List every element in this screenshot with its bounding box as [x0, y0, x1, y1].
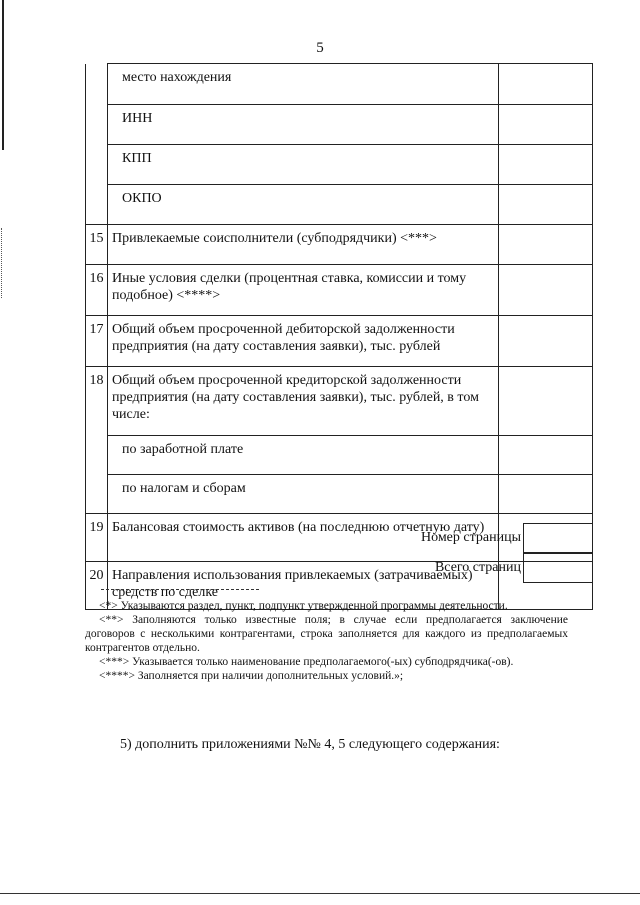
table-row: [86, 64, 593, 105]
row-number: 18: [86, 367, 108, 514]
table-row: [86, 367, 593, 436]
page-count-box: [360, 523, 593, 583]
row-description: ОКПО: [108, 185, 499, 225]
footnotes: [85, 599, 568, 683]
page-number-row: [360, 523, 593, 553]
footnote-separator: [101, 589, 259, 590]
value-cell[interactable]: [499, 436, 593, 475]
row-number: 15: [86, 225, 108, 265]
amendment-text: 5) дополнить приложениями №№ 4, 5 следующего содержания:: [120, 737, 500, 752]
binding-margin-line: [2, 0, 4, 150]
row-number: 20: [86, 562, 108, 610]
value-cell[interactable]: [499, 316, 593, 367]
value-cell[interactable]: [499, 475, 593, 514]
total-pages-field[interactable]: [523, 553, 593, 583]
table-row: [86, 265, 593, 316]
row-description: КПП: [108, 145, 499, 185]
value-cell[interactable]: [499, 145, 593, 185]
value-cell[interactable]: [499, 185, 593, 225]
value-cell[interactable]: [499, 64, 593, 105]
binding-margin-dots: [1, 228, 2, 298]
footnote: <***> Указывается только наименование предполагаемого(-ых) субподрядчика(-ов).: [99, 656, 514, 668]
value-cell[interactable]: [499, 265, 593, 316]
row-description: по налогам и сборам: [108, 475, 499, 514]
page-bottom-line: [0, 893, 640, 894]
row-description: ИНН: [108, 105, 499, 145]
table-row: [86, 185, 593, 225]
row-description: Иные условия сделки (процентная ставка, комиссии и тому подобное) <****>: [108, 265, 499, 316]
row-number: 17: [86, 316, 108, 367]
page-number-field[interactable]: [523, 523, 593, 553]
footnote: <****> Заполняется при наличии дополнительных условий.»;: [99, 670, 404, 682]
table-row: [86, 436, 593, 475]
footnote: <**> Заполняются только известные поля; в случае если предполагается заключение договоров с несколькими контрагентами, строка заполняется для каждого из предполагаемых контрагентов отдельно.: [85, 614, 568, 654]
value-cell[interactable]: [499, 367, 593, 436]
table-row: [86, 225, 593, 265]
row-description: Направления использования привлекаемых (затрачиваемых) средств по сделке: [108, 562, 499, 610]
row-description: Общий объем просроченной кредиторской задолженности предприятия (на дату составления заявки), тыс. рублей, в том числе:: [108, 367, 499, 436]
row-number: 16: [86, 265, 108, 316]
row-description: Балансовая стоимость активов (на последнюю отчетную дату): [108, 514, 499, 562]
row-number: 19: [86, 514, 108, 562]
row-description: место нахождения: [108, 64, 499, 105]
page-number-label: Номер страницы: [420, 530, 521, 545]
page-number: 5: [316, 40, 324, 56]
table-row: [86, 316, 593, 367]
total-pages-label: Всего страниц: [434, 560, 521, 575]
row-number: [86, 64, 108, 225]
total-pages-row: [360, 553, 593, 583]
row-description: Общий объем просроченной дебиторской задолженности предприятия (на дату составления заявки), тыс. рублей: [108, 316, 499, 367]
footnote: <*> Указываются раздел, пункт, подпункт утвержденной программы деятельности.: [99, 600, 508, 612]
table-row: [86, 475, 593, 514]
table-row: [86, 145, 593, 185]
row-description: по заработной плате: [108, 436, 499, 475]
value-cell[interactable]: [499, 105, 593, 145]
row-description: Привлекаемые соисполнители (субподрядчики) <***>: [108, 225, 499, 265]
value-cell[interactable]: [499, 225, 593, 265]
table-row: [86, 105, 593, 145]
